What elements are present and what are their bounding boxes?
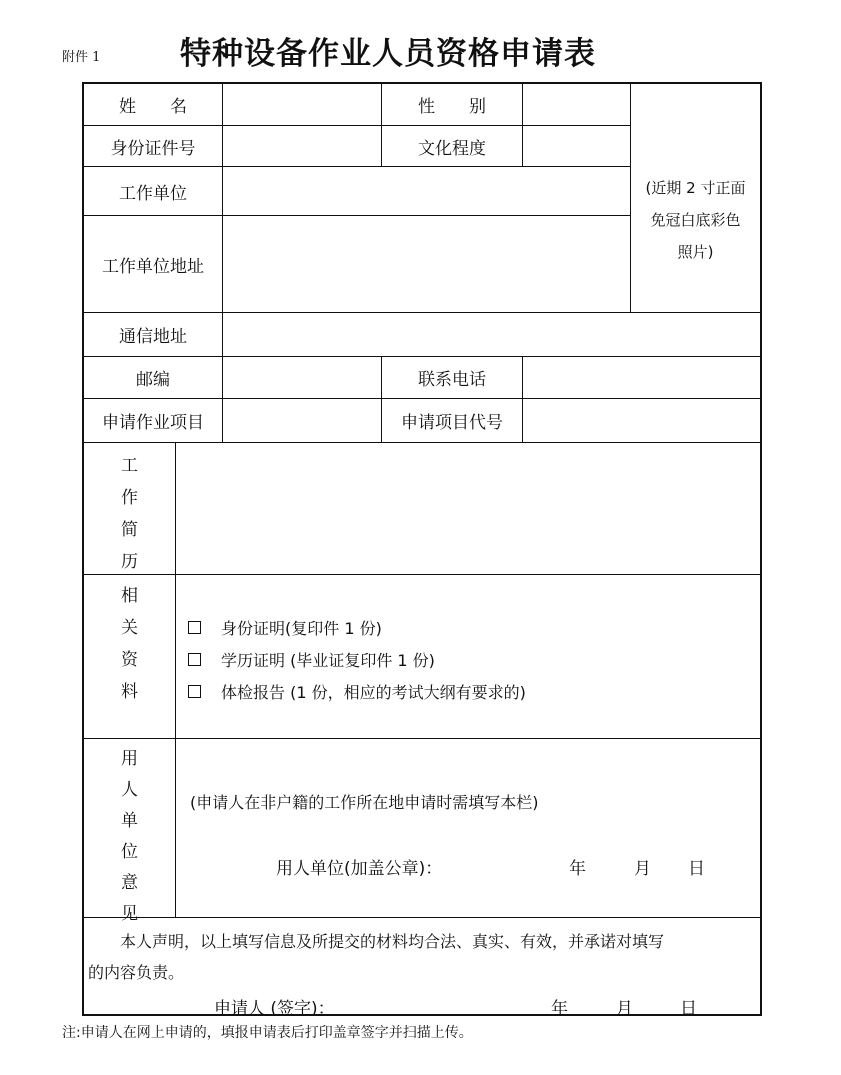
row-divider	[84, 574, 760, 575]
employer-opinion-note: (申请人在非户籍的工作所在地申请时需填写本栏)	[190, 793, 539, 812]
photo-instruction-line3: 照片)	[677, 243, 714, 261]
checkbox-label: 体检报告 (1 份，相应的考试大纲有要求的)	[221, 683, 526, 702]
checkbox-label: 身份证明(复印件 1 份)	[221, 619, 382, 638]
checkbox[interactable]	[188, 653, 201, 666]
phone-input[interactable]	[523, 357, 760, 398]
id-number-label: 身份证件号	[110, 138, 196, 159]
checkbox-education-proof-row[interactable]	[188, 648, 435, 671]
education-label: 文化程度	[418, 138, 486, 159]
employer-opinion-label	[84, 744, 175, 930]
phone-label: 联系电话	[418, 370, 486, 390]
row-divider	[84, 917, 760, 918]
mailing-address-label: 通信地址	[119, 327, 187, 347]
related-docs-char: 料	[121, 682, 138, 702]
checkbox-id-proof-row[interactable]	[188, 616, 382, 639]
employer-date-year: 年	[569, 859, 586, 879]
employer-opinion-char: 人	[121, 780, 138, 800]
attachment-label: 附件 1	[62, 50, 101, 65]
apply-item-code-label: 申请项目代号	[401, 413, 503, 433]
name-label: 姓 名	[119, 97, 187, 117]
work-history-char: 历	[121, 552, 138, 572]
form-title: 特种设备作业人员资格申请表	[180, 36, 596, 72]
related-docs-char: 相	[121, 586, 138, 606]
work-history-input[interactable]	[176, 443, 760, 574]
employer-opinion-char: 用	[121, 749, 138, 769]
related-docs-char: 关	[121, 618, 138, 638]
checkbox[interactable]	[188, 621, 201, 634]
related-docs-char: 资	[121, 650, 138, 670]
postcode-input[interactable]	[223, 357, 381, 398]
work-unit-address-input[interactable]	[223, 216, 630, 312]
declaration-line1: 本人声明，以上填写信息及所提交的材料均合法、真实、有效，并承诺对填写	[120, 932, 665, 951]
photo-instruction-line1: (近期 2 寸正面	[645, 179, 746, 197]
employer-opinion-char: 位	[121, 842, 138, 862]
work-unit-address-label: 工作单位地址	[102, 256, 204, 277]
employer-stamp-label: 用人单位(加盖公章)：	[276, 859, 443, 879]
applicant-date-day: 日	[680, 999, 697, 1019]
declaration-line2: 的内容负责。	[88, 963, 185, 982]
employer-date-day: 日	[688, 859, 705, 879]
gender-input[interactable]	[523, 84, 630, 125]
row-divider	[84, 738, 760, 739]
employer-opinion-char: 单	[121, 811, 138, 831]
name-input[interactable]	[223, 84, 381, 125]
postcode-label: 邮编	[136, 370, 170, 390]
work-history-char: 简	[121, 520, 138, 540]
related-docs-label	[84, 580, 175, 708]
employer-date-month: 月	[634, 859, 651, 879]
work-history-label	[84, 450, 175, 578]
work-history-char: 作	[121, 488, 138, 508]
work-unit-input[interactable]	[223, 167, 630, 215]
work-history-char: 工	[121, 456, 138, 476]
education-input[interactable]	[523, 126, 630, 166]
mailing-address-input[interactable]	[223, 313, 760, 356]
apply-item-input[interactable]	[223, 399, 381, 442]
gender-label: 性 别	[418, 97, 486, 117]
checkbox[interactable]	[188, 685, 201, 698]
applicant-signature-label: 申请人 (签字)：	[214, 999, 335, 1019]
photo-instruction-line2: 免冠白底彩色	[650, 211, 741, 229]
apply-item-code-input[interactable]	[523, 399, 760, 442]
applicant-signature-input[interactable]	[354, 990, 534, 1014]
applicant-date-month: 月	[616, 999, 633, 1019]
checkbox-medical-report-row[interactable]	[188, 680, 526, 703]
apply-item-label: 申请作业项目	[102, 413, 204, 433]
work-unit-label: 工作单位	[119, 183, 187, 204]
applicant-date-year: 年	[551, 999, 568, 1019]
id-number-input[interactable]	[223, 126, 381, 166]
footer-note: 注:申请人在网上申请的，填报申请表后打印盖章签字并扫描上传。	[62, 1025, 473, 1041]
photo-placeholder[interactable]	[631, 172, 760, 268]
employer-opinion-char: 见	[121, 904, 138, 924]
checkbox-label: 学历证明 (毕业证复印件 1 份)	[221, 651, 435, 670]
application-form	[82, 82, 762, 1019]
employer-opinion-char: 意	[121, 873, 138, 893]
